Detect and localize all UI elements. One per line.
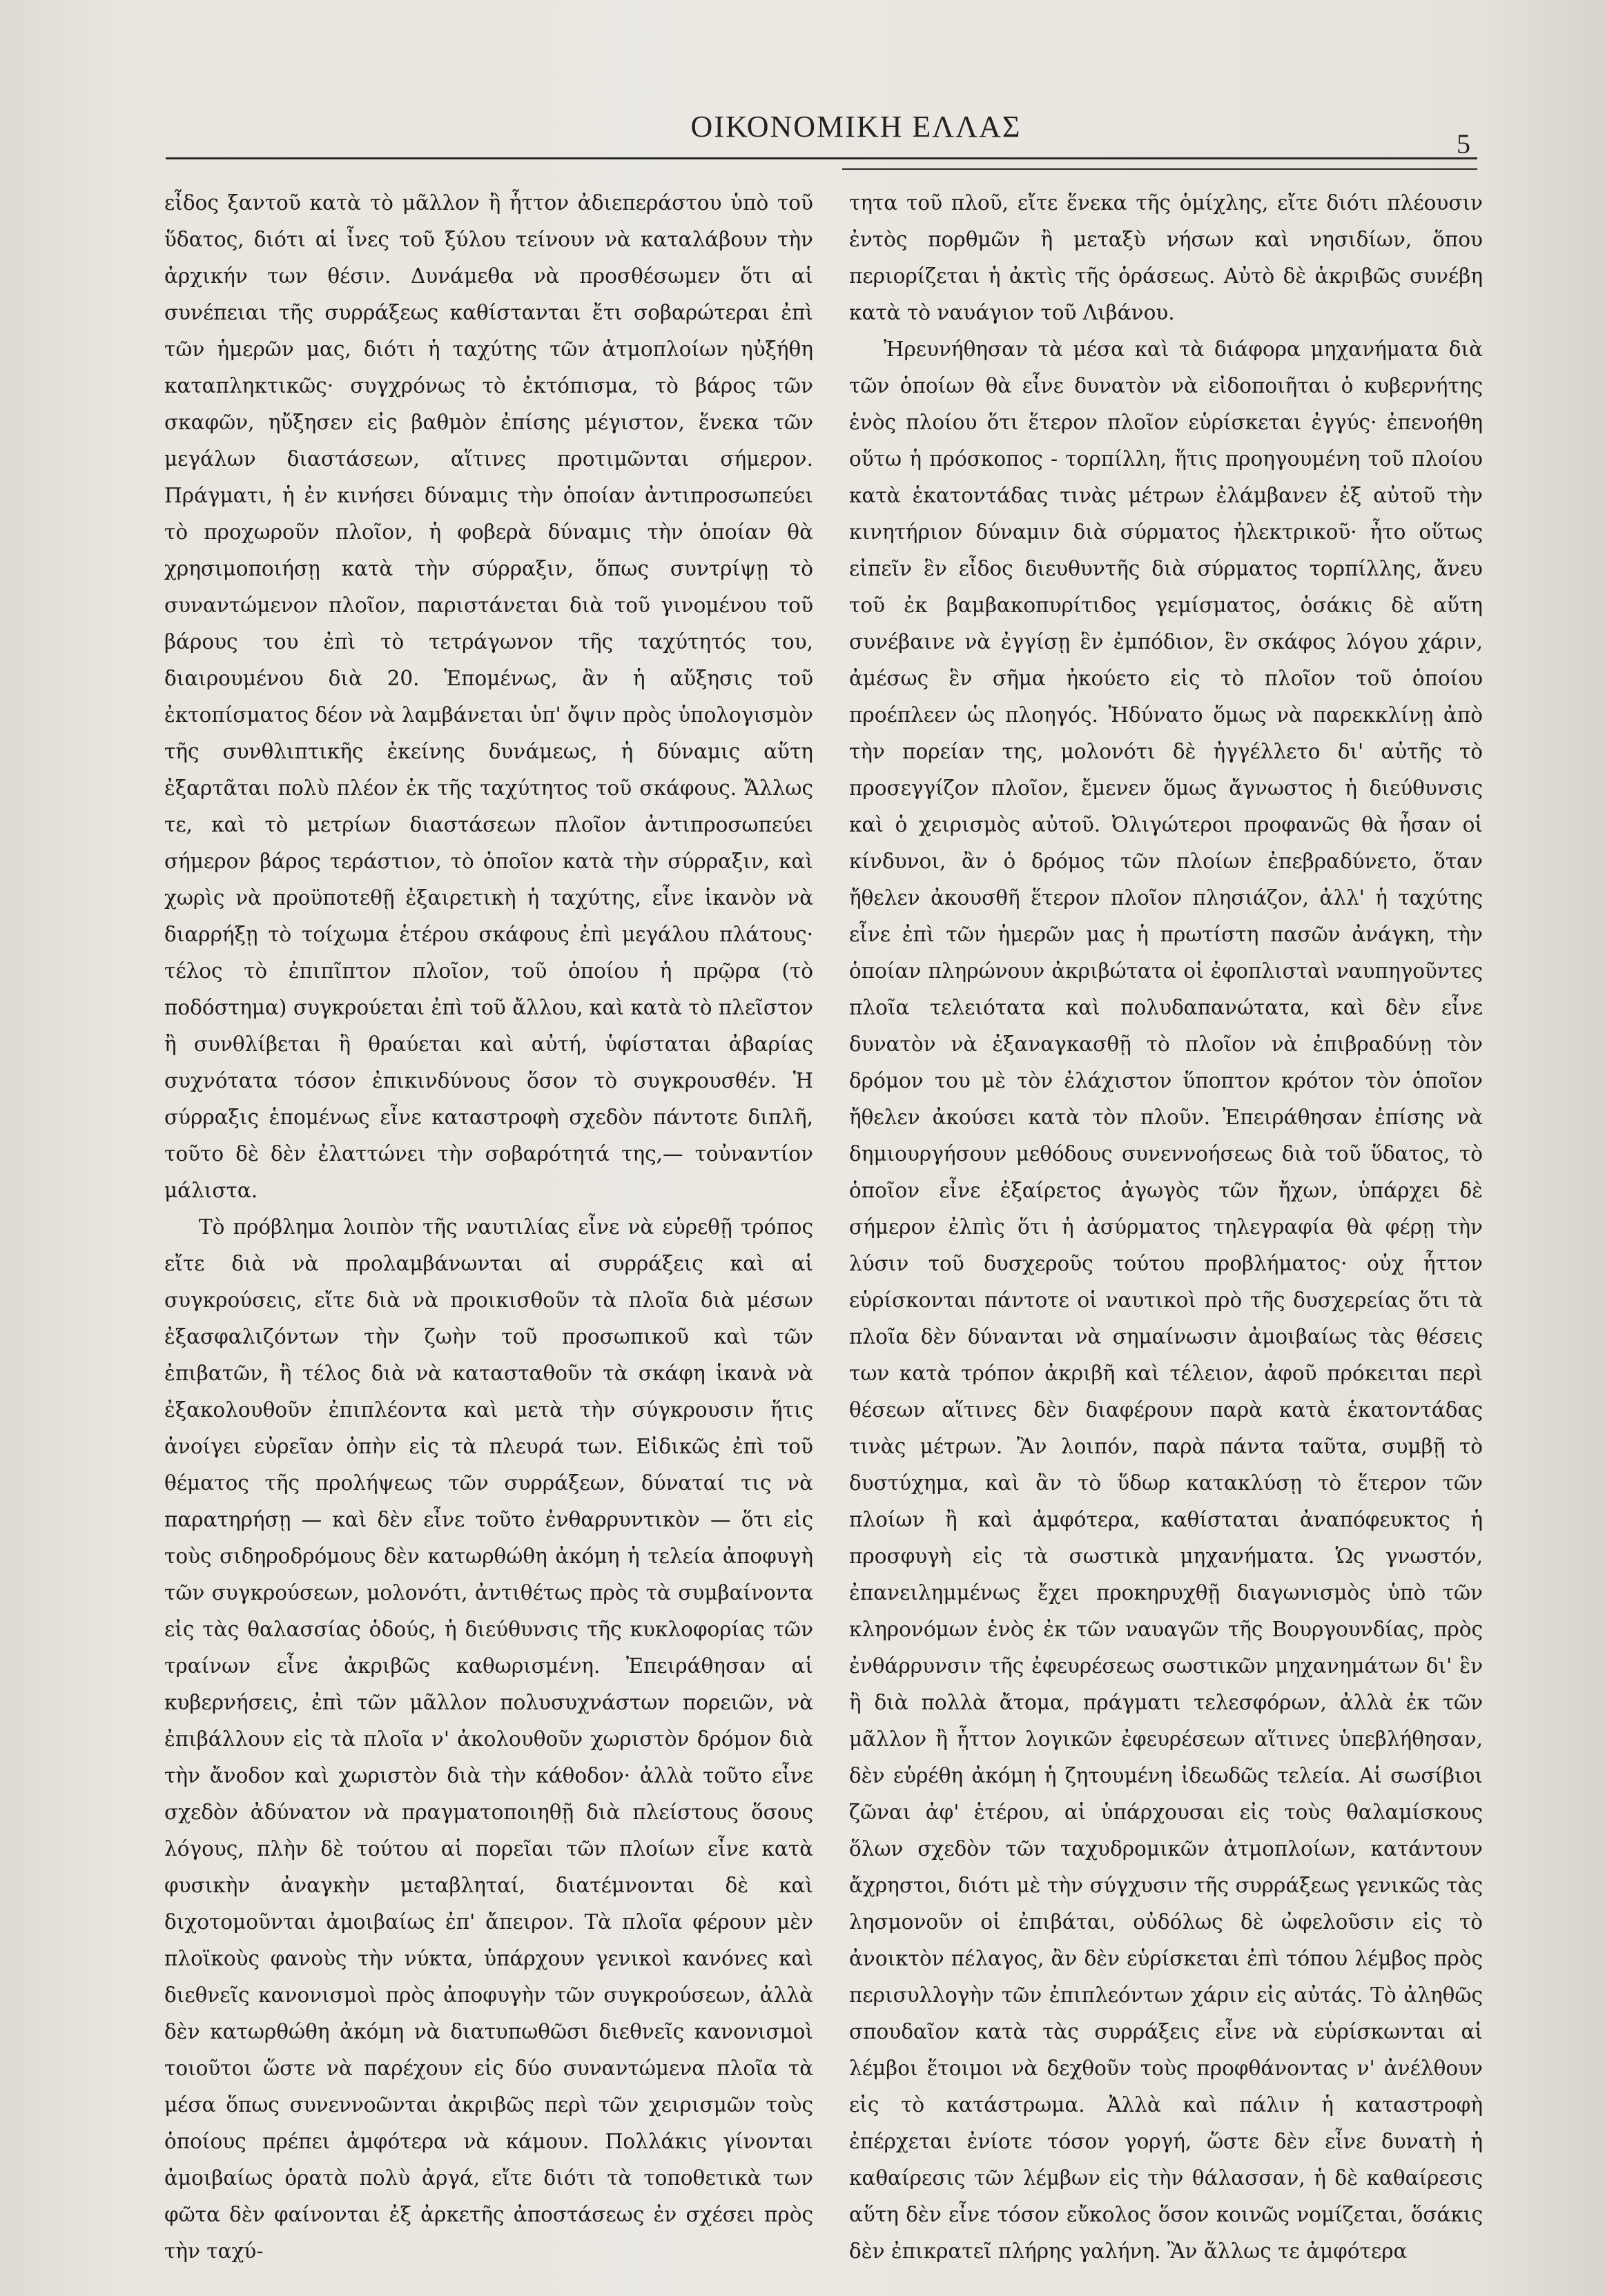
running-header-title: ΟΙΚΟΝΟΜΙΚΗ ΕΛΛΑΣ [690,110,1022,144]
paragraph: Τὸ πρόβλημα λοιπὸν τῆς ναυτιλίας εἶνε νὰ εὑρεθῇ τρόπος εἴτε διὰ νὰ προλαμβάνωνται αἱ συρράξεις καὶ αἱ συγκρούσεις, εἴτε διὰ νὰ προικισθοῦν τὰ πλοῖα διὰ μέσων ἐξασφαλιζόντων τὴν ζωὴν τοῦ προσωπικοῦ καὶ τῶν ἐπιβατῶν, ἢ τέλος διὰ νὰ κατασταθοῦν τὰ σκάφη ἱκανὰ νὰ ἐξακολουθοῦν ἐπιπλέοντα καὶ μετὰ τὴν σύγκρουσιν ἥτις ἀνοίγει εὐρεῖαν ὀπὴν εἰς τὰ πλευρά των. Εἰδικῶς ἐπὶ τοῦ θέματος τῆς προλήψεως τῶν συρράξεων, δύναταί τις νὰ παρατηρήσῃ — καὶ δὲν εἶνε τοῦτο ἐνθαρρυντικὸν — ὅτι εἰς τοὺς σιδηροδρόμους δὲν κατωρθώθη ἀκόμη ἡ τελεία ἀποφυγὴ τῶν συγκρούσεων, μολονότι, ἀντιθέτως πρὸς τὰ συμβαίνοντα εἰς τὰς θαλασσίας ὁδούς, ἡ διεύθυνσις τῆς κυκλοφορίας τῶν τραίνων εἶνε ἀκριβῶς καθωρισμένη. Ἐπειράθησαν αἱ κυβερνήσεις, ἐπὶ τῶν μᾶλλον πολυσυχνάστων πορειῶν, νὰ ἐπιβάλλουν εἰς τὰ πλοῖα ν' ἀκολουθοῦν χωριστὸν δρόμον διὰ τὴν ἄνοδον καὶ χωριστὸν διὰ τὴν κάθοδον· ἀλλὰ τοῦτο εἶνε σχεδὸν ἀδύνατον νὰ πραγματοποιηθῇ διὰ πλείστους ὅσους λόγους, πλὴν δὲ τούτου αἱ πορεῖαι τῶν πλοίων εἶνε κατὰ φυσικὴν ἀναγκὴν μεταβληταί, διατέμνονται δὲ καὶ διχοτομοῦνται ἀμοιβαίως ἐπ' ἄπειρον. Τὰ πλοῖα φέρουν μὲν πλοϊκοὺς φανοὺς τὴν νύκτα, ὑπάρχουν γενικοὶ κανόνες καὶ διεθνεῖς κανονισμοὶ πρὸς ἀποφυγὴν τῶν συγκρούσεων, ἀλλὰ δὲν κατωρθώθη ἀκόμη νὰ διατυπωθῶσι διεθνεῖς κανονισμοὶ τοιοῦτοι ὥστε νὰ παρέχουν εἰς δύο συναντώμενα πλοῖα τὰ μέσα ὅπως συνεννοῶνται ἀκριβῶς περὶ τῶν χειρισμῶν τοὺς ὁποίους πρέπει ἀμφότερα νὰ κάμουν. Πολλάκις γίνονται ἀμοιβαίως ὁρατὰ πολὺ ἀργά, εἴτε διότι τὰ τοποθετικὰ των φῶτα δὲν φαίνονται ἐξ ἀρκετῆς ἀποστάσεως ἐν σχέσει πρὸς τὴν ταχύ- [164,1215,813,2263]
header-rule-secondary [842,168,1477,170]
right-text-column [849,185,1483,2263]
left-text-column [164,185,813,2263]
paragraph: εἶδος ξαντοῦ κατὰ τὸ μᾶλλον ἢ ἧττον ἀδιεπεράστου ὑπὸ τοῦ ὕδατος, διότι αἱ ἶνες τοῦ ξύλου τείνουν νὰ καταλάβουν τὴν ἀρχικήν των θέσιν. Δυνάμεθα νὰ προσθέσωμεν ὅτι αἱ συνέπειαι τῆς συρράξεως καθίστανται ἔτι σοβαρώτεραι ἐπὶ τῶν ἡμερῶν μας, διότι ἡ ταχύτης τῶν ἀτμοπλοίων ηὐξήθη καταπληκτικῶς· συγχρόνως τὸ ἐκτόπισμα, τὸ βάρος τῶν σκαφῶν, ηὔξησεν εἰς βαθμὸν ἐπίσης μέγιστον, ἕνεκα τῶν μεγάλων διαστάσεων, αἵτινες προτιμῶνται σήμερον. Πράγματι, ἡ ἐν κινήσει δύναμις τὴν ὁποίαν ἀντιπροσωπεύει τὸ προχωροῦν πλοῖον, ἡ φοβερὰ δύναμις τὴν ὁποίαν θὰ χρησιμοποιήσῃ κατὰ τὴν σύρραξιν, ὅπως συντρίψῃ τὸ συναντώμενον πλοῖον, παριστάνεται διὰ τοῦ γινομένου τοῦ βάρους του ἐπὶ τὸ τετράγωνον τῆς ταχύτητός του, διαιρουμένου διὰ 20. Ἑπομένως, ἂν ἡ αὔξησις τοῦ ἐκτοπίσματος δέον νὰ λαμβάνεται ὑπ' ὄψιν πρὸς ὑπολογισμὸν τῆς συνθλιπτικῆς ἐκείνης δυνάμεως, ἡ δύναμις αὕτη ἐξαρτᾶται πολὺ πλέον ἐκ τῆς ταχύτητος τοῦ σκάφους. Ἄλλως τε, καὶ τὸ μετρίων διαστάσεων πλοῖον ἀντιπροσωπεύει σήμερον βάρος τεράστιον, τὸ ὁποῖον κατὰ τὴν σύρραξιν, καὶ χωρὶς νὰ προϋποτεθῇ ἐξαιρετικὴ ἡ ταχύτης, εἶνε ἱκανὸν νὰ διαρρήξῃ τὸ τοίχωμα ἑτέρου σκάφους ἐπὶ μεγάλου πλάτους· τέλος τὸ ἐπιπῖπτον πλοῖον, τοῦ ὁποίου ἡ πρῷρα (τὸ ποδόστημα) συγκρούεται ἐπὶ τοῦ ἄλλου, καὶ κατὰ τὸ πλεῖστον ἢ συνθλίβεται ἢ θραύεται καὶ αὐτή, ὑφίσταται ἀβαρίας συχνότατα τόσον ἐπικινδύνους ὅσον τὸ συγκρουσθέν. Ἡ σύρραξις ἑπομένως εἶνε καταστροφὴ σχεδὸν πάντοτε διπλῆ, τοῦτο δὲ δὲν ἐλαττώνει τὴν σοβαρότητά της,— τοὐναντίον μάλιστα. [164,191,813,1202]
paragraph: τητα τοῦ πλοῦ, εἴτε ἕνεκα τῆς ὁμίχλης, εἴτε διότι πλέουσιν ἐντὸς πορθμῶν ἢ μεταξὺ νήσων καὶ νησιδίων, ὅπου περιορίζεται ἡ ἀκτὶς τῆς ὁράσεως. Αὐτὸ δὲ ἀκριβῶς συνέβη κατὰ τὸ ναυάγιον τοῦ Λιβάνου. [849,191,1483,324]
paragraph: Ἠρευνήθησαν τὰ μέσα καὶ τὰ διάφορα μηχανήματα διὰ τῶν ὁποίων θὰ εἶνε δυνατὸν νὰ εἰδοποιῆται ὁ κυβερνήτης ἑνὸς πλοίου ὅτι ἕτερον πλοῖον εὑρίσκεται ἐγγύς· ἐπενοήθη οὕτω ἡ πρόσκοπος - τορπίλλη, ἥτις προηγουμένη τοῦ πλοίου κατὰ ἑκατοντάδας τινὰς μέτρων ἐλάμβανεν ἐξ αὐτοῦ τὴν κινητήριον δύναμιν διὰ σύρματος ἠλεκτρικοῦ· ἦτο οὕτως εἰπεῖν ἓν εἶδος διευθυντῆς διὰ σύρματος τορπίλλης, ἄνευ τοῦ ἐκ βαμβακοπυρίτιδος γεμίσματος, ὁσάκις δὲ αὕτη συνέβαινε νὰ ἐγγίσῃ ἓν ἐμπόδιον, ἓν σκάφος λόγου χάριν, ἀμέσως ἓν σῆμα ἠκούετο εἰς τὸ πλοῖον τοῦ ὁποίου προέπλεεν ὡς πλοηγός. Ἠδύνατο ὅμως νὰ παρεκκλίνῃ ἀπὸ τὴν πορείαν της, μολονότι δὲ ἠγγέλλετο δι' αὐτῆς τὸ προσεγγίζον πλοῖον, ἔμενεν ὅμως ἄγνωστος ἡ διεύθυνσις καὶ ὁ χειρισμὸς αὐτοῦ. Ὀλιγώτεροι προφανῶς θὰ ἦσαν οἱ κίνδυνοι, ἂν ὁ δρόμος τῶν πλοίων ἐπεβραδύνετο, ὅταν ἤθελεν ἀκουσθῆ ἕτερον πλοῖον πλησιάζον, ἀλλ' ἡ ταχύτης εἶνε ἐπὶ τῶν ἡμερῶν μας ἡ πρωτίστη πασῶν ἀνάγκη, τὴν ὁποίαν πληρώνουν ἀκριβώτατα οἱ ἐφοπλισταὶ ναυπηγοῦντες πλοῖα τελειότατα καὶ πολυδαπανώτατα, καὶ δὲν εἶνε δυνατὸν νὰ ἐξαναγκασθῇ τὸ πλοῖον νὰ ἐπιβραδύνῃ τὸν δρόμον του μὲ τὸν ἐλάχιστον ὕποπτον κρότον τὸν ὁποῖον ἤθελεν ἀκούσει κατὰ τὸν πλοῦν. Ἐπειράθησαν ἐπίσης νὰ δημιουργήσουν μεθόδους συνεννοήσεως διὰ τοῦ ὕδατος, τὸ ὁποῖον εἶνε ἐξαίρετος ἀγωγὸς τῶν ἤχων, ὑπάρχει δὲ σήμερον ἐλπὶς ὅτι ἡ ἀσύρματος τηλεγραφία θὰ φέρῃ τὴν λύσιν τοῦ δυσχεροῦς τούτου προβλήματος· οὐχ ἧττον εὑρίσκονται πάντοτε οἱ ναυτικοὶ πρὸ τῆς δυσχερείας ὅτι τὰ πλοῖα δὲν δύνανται νὰ σημαίνωσιν ἀμοιβαίως τὰς θέσεις των κατὰ τρόπον ἀκριβῆ καὶ τέλειον, ἀφοῦ πρόκειται περὶ θέσεων αἵτινες δὲν διαφέρουν παρὰ κατὰ ἑκατοντάδας τινὰς μέτρων. Ἂν λοιπόν, παρὰ πάντα ταῦτα, συμβῇ τὸ δυστύχημα, καὶ ἂν τὸ ὕδωρ κατακλύσῃ τὸ ἕτερον τῶν πλοίων ἢ καὶ ἀμφότερα, καθίσταται ἀναπόφευκτος ἡ προσφυγὴ εἰς τὰ σωστικὰ μηχανήματα. Ὡς γνωστόν, ἐπανειλημμένως ἔχει προκηρυχθῇ διαγωνισμὸς ὑπὸ τῶν κληρονόμων ἑνὸς ἐκ τῶν ναυαγῶν τῆς Βουργουνδίας, πρὸς ἐνθάρρυνσιν τῆς ἐφευρέσεως σωστικῶν μηχανημάτων δι' ἓν ἢ διὰ πολλὰ ἄτομα, πράγματι τελεσφόρων, ἀλλὰ ἐκ τῶν μᾶλλον ἢ ἧττον λογικῶν ἐφευρέσεων αἵτινες ὑπεβλήθησαν, δὲν εὑρέθη ἀκόμη ἡ ζητουμένη ἰδεωδῶς τελεία. Αἱ σωσίβιοι ζῶναι ἀφ' ἑτέρου, αἱ ὑπάρχουσαι εἰς τοὺς θαλαμίσκους ὅλων σχεδὸν τῶν ταχυδρομικῶν ἀτμοπλοίων, κατάντουν ἄχρηστοι, διότι μὲ τὴν σύγχυσιν τῆς συρράξεως γενικῶς τὰς λησμονοῦν οἱ ἐπιβάται, οὐδόλως δὲ ὠφελοῦσιν εἰς τὸ ἀνοικτὸν πέλαγος, ἂν δὲν εὑρίσκεται ἐπὶ τόπου λέμβος πρὸς περισυλλογὴν τῶν ἐπιπλεόντων χάριν εἰς αὐτάς. Τὸ ἀληθῶς σπουδαῖον κατὰ τὰς συρράξεις εἶνε νὰ εὑρίσκωνται αἱ λέμβοι ἕτοιμοι νὰ δεχθοῦν τοὺς προφθάνοντας ν' ἀνέλθουν εἰς τὸ κατάστρωμα. Ἀλλὰ καὶ πάλιν ἡ καταστροφὴ ἐπέρχεται ἐνίοτε τόσον γοργή, ὥστε δὲν εἶνε δυνατὴ ἡ καθαίρεσις τῶν λέμβων εἰς τὴν θάλασσαν, ἡ δὲ καθαίρεσις αὕτη δὲν εἶνε τόσον εὔκολος ὅσον κοινῶς νομίζεται, ὅσάκις δὲν ἐπικρατεῖ πλήρης γαλήνη. Ἂν ἄλλως τε ἀμφότερα [849,337,1483,2263]
page-number: 5 [1457,128,1470,159]
header-rule [166,157,1477,159]
